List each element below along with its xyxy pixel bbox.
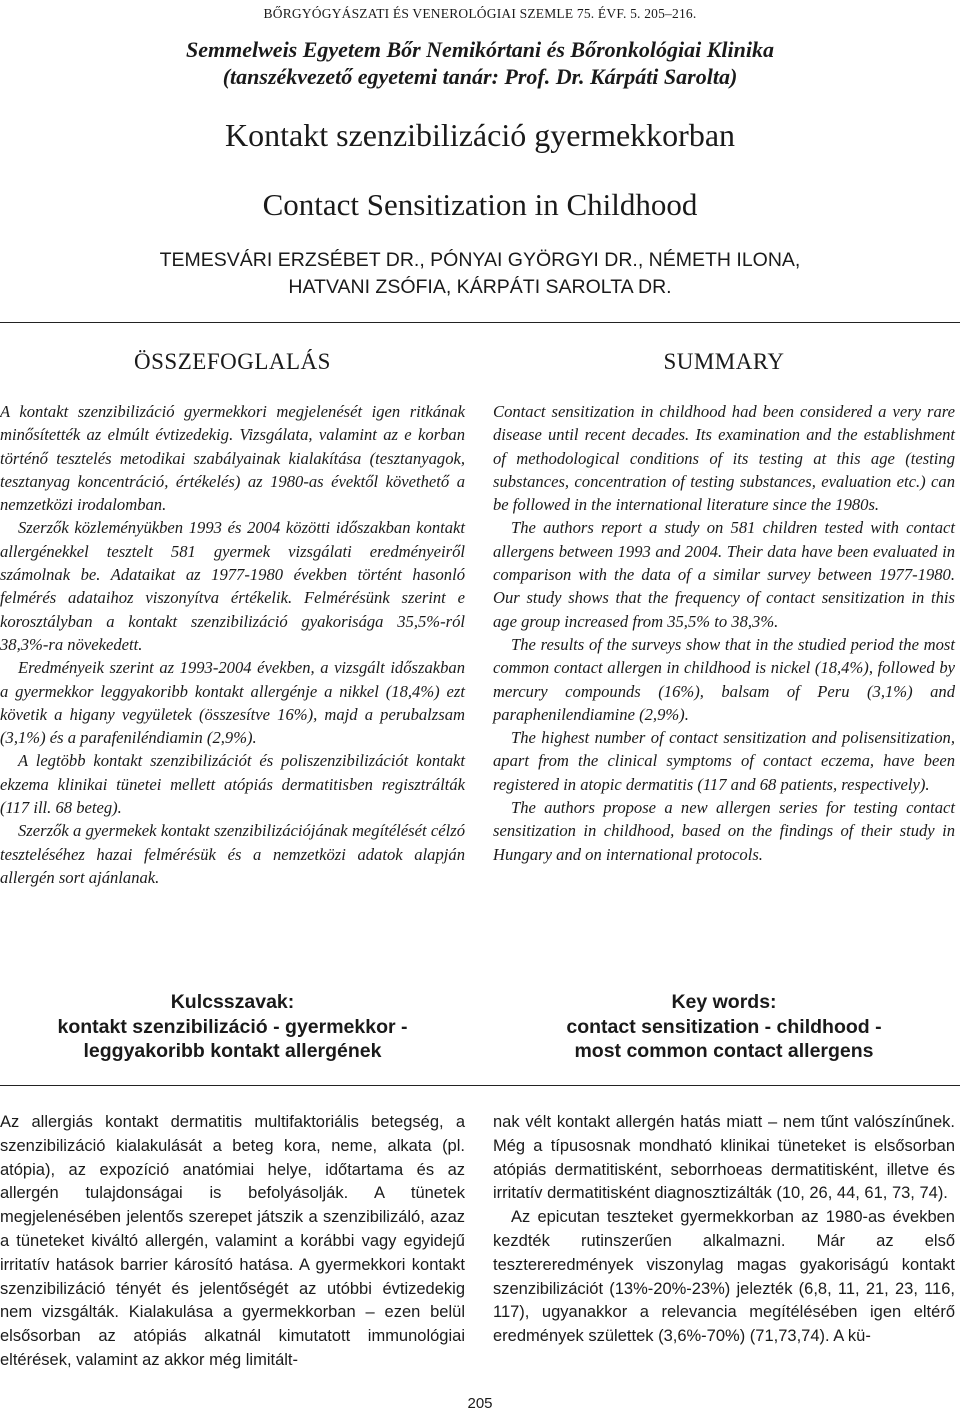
- body-column-right: [493, 1111, 955, 1349]
- abstract-paragraph: The results of the surveys show that in the studied period the most common contact allergen in childhood is nickel (18,4%), followed by mercury compounds (16%), balsam of Peru (3,1%) and paraphenilendiamine (2,9%).: [493, 634, 955, 724]
- abstract-english: [493, 400, 955, 866]
- authors: [0, 247, 960, 301]
- abstract-paragraph: Szerzők közleményükben 1993 és 2004 közötti időszakban kontakt allergénekkel tesztelt 581 gyermek vizsgálati eredményeiről számolnak be. Adataikat az 1977-1980 években történt hasonló felmérés adataihoz viszonyítva értékelik. Felmérésünk szerint e korosztályban a kontakt szenzibilizáció gyakorisága 35,5%-ról 38,3%-ra növekedett.: [0, 518, 465, 654]
- authors-line-1: TEMESVÁRI ERZSÉBET DR., PÓNYAI GYÖRGYI DR., NÉMETH ILONA,: [159, 249, 801, 271]
- abstract-paragraph: A kontakt szenzibilizáció gyermekkori megjelenését igen ritkának minősítették az elmúlt évtizedekig. Vizsgálata, valamint az e korban történő tesztelés metodikai szabályainak kialakítása (tesztanyagok, tesztanyag koncentráció, értékelés) az 1980-as évektől követhető a nemzetközi irodalomban.: [0, 402, 465, 515]
- abstract-paragraph: Contact sensitization in childhood had been considered a very rare disease until recent decades. Its examination and the establishment of methodological conditions of its testing at this age (testing substances, concentration of testing substances, evaluation etc.) can be followed in the international literature since the 1980s.: [493, 402, 955, 515]
- abstract-en-heading: SUMMARY: [663, 349, 785, 374]
- abstract-paragraph: A legtöbb kontakt szenzibilizációt és poliszenzibilizációt kontakt ekzema klinikai tünetei mellett atópiás dermatitisben regisztrálták (117 ill. 68 beteg).: [0, 751, 465, 818]
- body-paragraph: Az allergiás kontakt dermatitis multifaktoriális betegség, a szenzibilizáció kialakulását a beteg kora, neme, alkata (pl. atópia), az expozíció anatómiai helye, időtartama és az allergén tulajdonságai is befolyásolják. A tünetek megjelenésében jelentős szerepet játszik a szenzibilizáló, azaz a tüneteket kiváltó allergén, valamint a korábbi vagy egyidejű irritatív hatások barrier károsító hatása. A gyermekkori kontakt szenzibilizáció tényét és jelentőségét az utóbbi évtizedekig nem vizsgálták. Kialakulása a gyermekkorban – ezen belül elsősorban az atópiás alkatnál kimutatott immunológiai eltérések, valamint az akkor még limitált-: [0, 1113, 465, 1369]
- abstract-paragraph: Szerzők a gyermekek kontakt szenzibilizációjának megítélését célzó teszteléséhez hazai felmérésük és a nemzetközi adatok alapján allergén sort ajánlanak.: [0, 821, 465, 887]
- divider-top: [0, 322, 960, 323]
- page-number: 205: [467, 1395, 493, 1412]
- keywords-label: Key words:: [671, 991, 777, 1013]
- abstract-paragraph: The authors report a study on 581 children tested with contact allergens between 1993 and 2004. Their data have been evaluated in comparison with the data of a similar survey between 1977-1980. Our study shows that the frequency of contact sensitization in this age group increased from 35,5% to 38,3%.: [493, 518, 955, 631]
- abstract-hungarian: [0, 400, 465, 889]
- abstract-hu-heading: ÖSSZEFOGLALÁS: [134, 349, 331, 374]
- abstract-paragraph: Eredményeik szerint az 1993-2004 években, a vizsgált időszakban a gyermekkor leggyakoribb kontakt allergénje a nikkel (18,4%) ezt követik a higany vegyületek (összesítve 16%), majd a perubalzsam (3,1%) és a parafeniléndiamin (2,9%).: [0, 658, 465, 748]
- body-column-left: [0, 1111, 465, 1373]
- title-english: Contact Sensitization in Childhood: [262, 187, 698, 222]
- institution-line-2: (tanszékvezető egyetemi tanár: Prof. Dr. Kárpáti Sarolta): [222, 64, 738, 89]
- title-hungarian: Kontakt szenzibilizáció gyermekkorban: [224, 117, 736, 153]
- body-paragraph: Az epicutan teszteket gyermekkorban az 1980-as években kezdték rutinszerűen alkalmazni. Már az első tesztereredmények viszonylag magas gyakoriságú kontakt szenzibilizációt (13%-20%-23%) jelezték (6,8, 11, 21, 23, 116, 117), ugyanakkor a relevancia megítélésében igen eltérő eredmények születtek (3,6%-70%) (71,73,74). A kü-: [493, 1208, 955, 1346]
- divider-bottom: [0, 1085, 960, 1086]
- authors-line-2: HATVANI ZSÓFIA, KÁRPÁTI SAROLTA DR.: [288, 276, 672, 298]
- keywords-hungarian: [0, 990, 465, 1064]
- keywords-english: [493, 990, 955, 1064]
- journal-header: BŐRGYÓGYÁSZATI ÉS VENEROLÓGIAI SZEMLE 75. ÉVF. 5. 205–216.: [263, 6, 697, 21]
- body-paragraph: nak vélt kontakt allergén hatás miatt – nem tűnt valószínűnek. Még a típusosnak mondható klinikai tüneteket is elsősorban atópiás dermatitisként, seborrhoeas dermatitisként, illetve és irritatív dermatitisként diagnosztizálták (10, 26, 44, 61, 73, 74).: [493, 1113, 955, 1203]
- keywords-line-2: leggyakoribb kontakt allergének: [83, 1040, 382, 1062]
- abstract-paragraph: The authors propose a new allergen series for testing contact sensitization in childhood, based on the findings of their study in Hungary and on international protocols.: [493, 798, 955, 864]
- keywords-label: Kulcsszavak:: [170, 991, 295, 1013]
- abstract-paragraph: The highest number of contact sensitization and polisensitization, apart from the clinical symptoms of contact eczema, have been registered in atopic dermatitis (117 and 68 patients, respectively).: [493, 728, 955, 794]
- keywords-line-1: contact sensitization - childhood -: [566, 1015, 882, 1038]
- keywords-line-1: kontakt szenzibilizáció - gyermekkor -: [57, 1015, 408, 1038]
- keywords-line-2: most common contact allergens: [574, 1040, 874, 1062]
- institution-line-1: Semmelweis Egyetem Bőr Nemikórtani és Bőronkológiai Klinika: [186, 37, 774, 62]
- institution: [0, 36, 960, 90]
